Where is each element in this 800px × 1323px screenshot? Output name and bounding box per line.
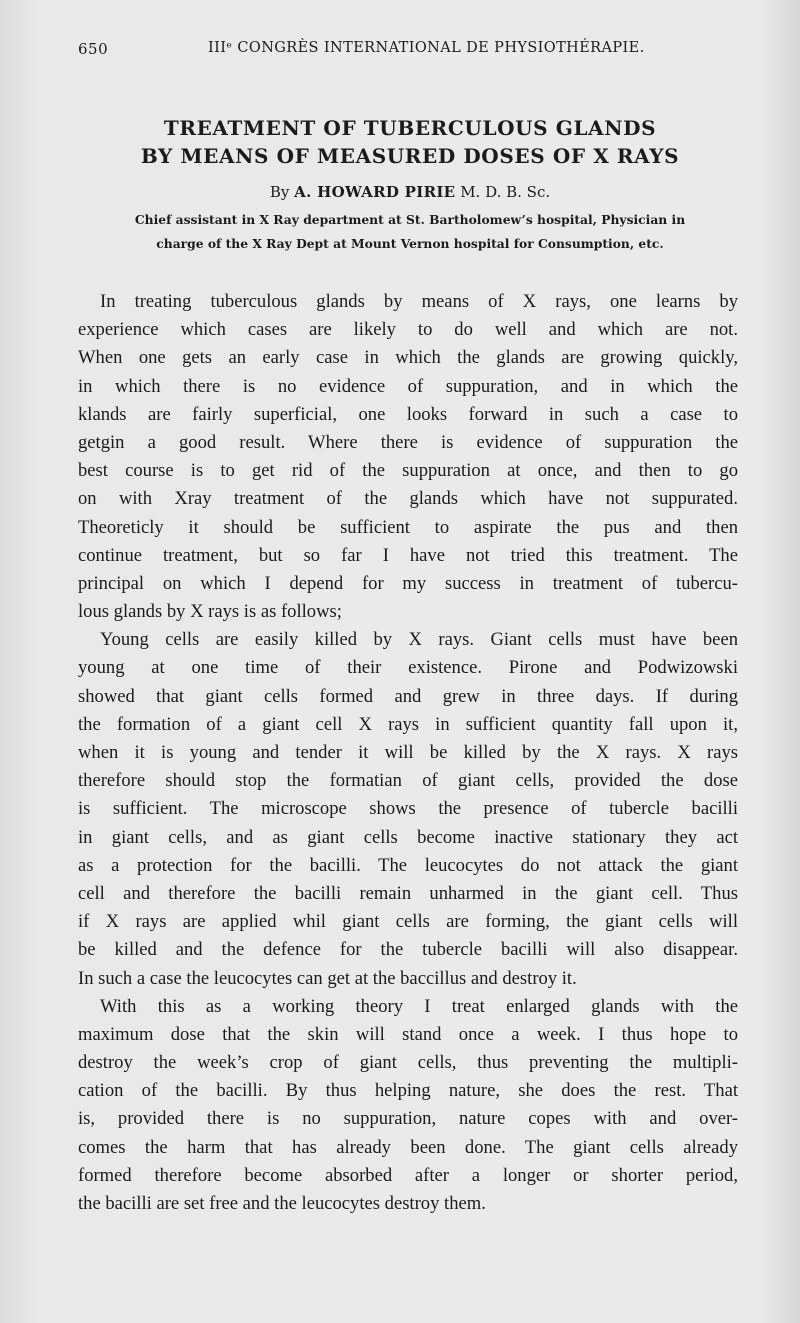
text-line: When one gets an early case in which the glands are growing quickly, [78,347,738,369]
paragraph [78,626,738,992]
text-line: in which there is no evidence of suppuration, and in which the [78,375,738,397]
page-header [78,40,738,62]
affiliation-line-2: charge of the X Ray Dept at Mount Vernon hospital for Consumption, etc. [156,236,664,251]
text-line: maximum dose that the skin will stand once a week. I thus hope to [78,1023,738,1045]
text-line: therefore should stop the formatian of giant cells, provided the dose [78,770,738,792]
byline-by: By [269,183,290,201]
title-line-1: TREATMENT OF TUBERCULOUS GLANDS [163,116,657,140]
running-head: IIIᵉ CONGRÈS INTERNATIONAL DE PHYSIOTHÉRAPIE. [208,40,645,56]
title-line-2: BY MEANS OF MEASURED DOSES OF X RAYS [140,144,680,168]
article-title [60,114,760,170]
text-line: if X rays are applied whil giant cells are forming, the giant cells will [78,911,738,933]
text-line: getgin a good result. Where there is evidence of suppuration the [78,431,738,453]
text-line: cell and therefore the bacilli remain unharmed in the giant cell. Thus [78,882,738,904]
affiliation-line-1: Chief assistant in X Ray department at St. Bartholomew’s hospital, Physician in [134,212,686,227]
text-line: In such a case the leucocytes can get at the baccillus and destroy it. [78,967,577,989]
text-line: in giant cells, and as giant cells become inactive stationary they act [78,826,738,848]
text-line: continue treatment, but so far I have not tried this treatment. The [78,544,738,566]
text-line: principal on which I depend for my success in treatment of tubercu- [78,572,738,594]
text-line: young at one time of their existence. Pirone and Podwizowski [78,657,738,679]
paragraph [78,993,738,1219]
article-body [78,288,738,1218]
page-number: 650 [78,40,109,58]
paragraph [78,288,738,626]
text-line: destroy the week’s crop of giant cells, thus preventing the multipli- [78,1052,738,1074]
author-name: A. HOWARD PIRIE [294,183,456,201]
text-line: comes the harm that has already been done. The giant cells already [78,1136,738,1158]
text-line: is sufficient. The microscope shows the presence of tubercle bacilli [78,798,738,820]
text-line: as a protection for the bacilli. The leucocytes do not attack the giant [78,854,738,876]
text-line: the formation of a giant cell X rays in sufficient quantity fall upon it, [78,713,738,735]
text-line: Theoreticly it should be sufficient to aspirate the pus and then [78,516,738,538]
text-line: klands are fairly superficial, one looks forward in such a case to [78,403,738,425]
text-line: With this as a working theory I treat enlarged glands with the [100,995,738,1017]
text-line: the bacilli are set free and the leucocytes destroy them. [78,1193,486,1214]
byline [60,183,760,201]
text-line: showed that giant cells formed and grew in three days. If during [78,685,738,707]
author-affiliation [90,208,730,256]
author-degrees: M. D. B. Sc. [460,183,551,201]
text-line: when it is young and tender it will be killed by the X rays. X rays [78,742,738,763]
text-line: be killed and the defence for the tubercle bacilli will also disappear. [78,939,738,961]
text-line: is, provided there is no suppuration, nature copes with and over- [78,1108,738,1130]
text-line: lous glands by X rays is as follows; [78,601,342,623]
text-line: best course is to get rid of the suppuration at once, and then to go [78,460,738,482]
text-line: experience which cases are likely to do well and which are not. [78,319,738,341]
text-line: In treating tuberculous glands by means of X rays, one learns by [100,291,738,312]
text-line: formed therefore become absorbed after a longer or shorter period, [78,1164,738,1186]
text-line: cation of the bacilli. By thus helping nature, she does the rest. That [78,1080,738,1102]
text-line: on with Xray treatment of the glands which have not suppurated. [78,488,738,510]
text-line: Young cells are easily killed by X rays. Giant cells must have been [100,629,738,651]
